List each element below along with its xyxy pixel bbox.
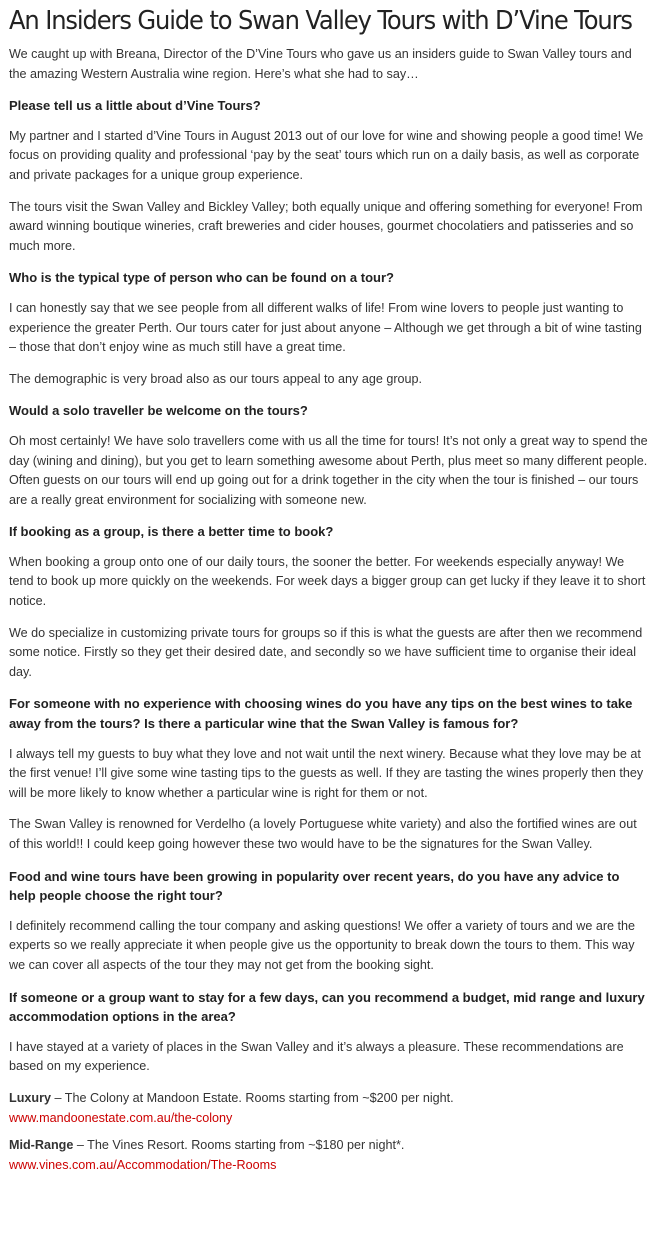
answer-paragraph: I can honestly say that we see people from all different walks of life! From wine lovers to people just wanting to experience the greater Perth. Our tours cater for just about anyone – Although we get through a bit of wine tasting – those that don’t enjoy wine as much still have a great time. (9, 300, 642, 355)
answer-paragraph: The tours visit the Swan Valley and Bickley Valley; both equally unique and offering something for everyone! From award winning boutique wineries, craft breweries and cider houses, gourmet chocolatiers and patisseries and so much more. (9, 199, 643, 253)
question-solo-traveller: Would a solo traveller be welcome on the tours? (9, 403, 308, 419)
accommodation-luxury (9, 1089, 648, 1128)
answer-paragraph: My partner and I started d’Vine Tours in August 2013 out of our love for wine and showing people a good time! We focus on providing quality and professional ‘pay by the seat’ tours which run on a daily basis, as well as corporate and private packages for a unique group experience. (9, 128, 644, 182)
answer-paragraph: I have stayed at a variety of places in the Swan Valley and it’s always a pleasure. These recommendations are based on my experience. (9, 1039, 624, 1074)
accommodation-description: – The Vines Resort. Rooms starting from ~$180 per night*. (73, 1138, 405, 1153)
question-accommodation: If someone or a group want to stay for a few days, can you recommend a budget, mid range and luxury accommodation options in the area? (9, 989, 645, 1025)
answer-paragraph: I always tell my guests to buy what they love and not wait until the next winery. Because what they love may be at the first venue! I’ll give some wine tasting tips to the guests as well. If they are tasting the wines properly then they will be more likely to know whether a particular wine is right for them or not. (9, 746, 644, 800)
answer-paragraph: I definitely recommend calling the tour company and asking questions! We offer a variety of tours and we are the experts so we really appreciate it when people give us the opportunity to break down the tours to them. This way we can cover all aspects of the tour they may not get from the booking sight. (9, 918, 636, 972)
answer-paragraph: The demographic is very broad also as our tours appeal to any age group. (9, 371, 423, 386)
accommodation-link[interactable]: www.mandoonestate.com.au/the-colony (9, 1110, 233, 1125)
answer-paragraph: We do specialize in customizing private tours for groups so if this is what the guests are after then we recommend some notice. Firstly so they get their desired date, and secondly so we have sufficient time to organise their ideal day. (9, 625, 643, 679)
article-title: An Insiders Guide to Swan Valley Tours with D’Vine Tours (9, 6, 632, 36)
accommodation-link[interactable]: www.vines.com.au/Accommodation/The-Rooms (9, 1157, 277, 1172)
question-about-dvine: Please tell us a little about d’Vine Tours? (9, 98, 261, 114)
answer-paragraph: Oh most certainly! We have solo travellers come with us all the time for tours! It’s not only a great way to spend the day (wining and dining), but you get to learn something awesome about Perth, plus meet so many different people. Often guests on our tours will end up going out for a drink together in the city when the tour is finished – our tours are a really great environment for socializing with someone new. (9, 433, 648, 507)
intro-paragraph: We caught up with Breana, Director of the D’Vine Tours who gave us an insiders guide to Swan Valley tours and the amazing Western Australia wine region. Here’s what she had to say… (9, 47, 632, 81)
accommodation-description: – The Colony at Mandoon Estate. Rooms starting from ~$200 per night. (51, 1090, 454, 1105)
question-typical-person: Who is the typical type of person who can be found on a tour? (9, 270, 394, 286)
answer-paragraph: The Swan Valley is renowned for Verdelho (a lovely Portuguese white variety) and also the fortified wines are out of this world!! I could keep going however these two would have to be the signatures for the Swan Valley. (9, 817, 637, 851)
question-group-booking: If booking as a group, is there a better time to book? (9, 524, 334, 540)
question-wine-tips: For someone with no experience with choosing wines do you have any tips on the best wines to take away from the tours? Is there a particular wine that the Swan Valley is famous for? (9, 696, 633, 732)
answer-paragraph: When booking a group onto one of our daily tours, the sooner the better. For weekends especially anyway! We tend to book up more quickly on the weekends. For week days a bigger group can get lucky if they leave it to short notice. (9, 554, 646, 609)
accommodation-label: Mid-Range (9, 1138, 74, 1153)
question-choose-tour: Food and wine tours have been growing in popularity over recent years, do you have any advice to help people choose the right tour? (9, 868, 620, 904)
accommodation-label: Luxury (9, 1090, 51, 1105)
accommodation-midrange (9, 1136, 648, 1175)
